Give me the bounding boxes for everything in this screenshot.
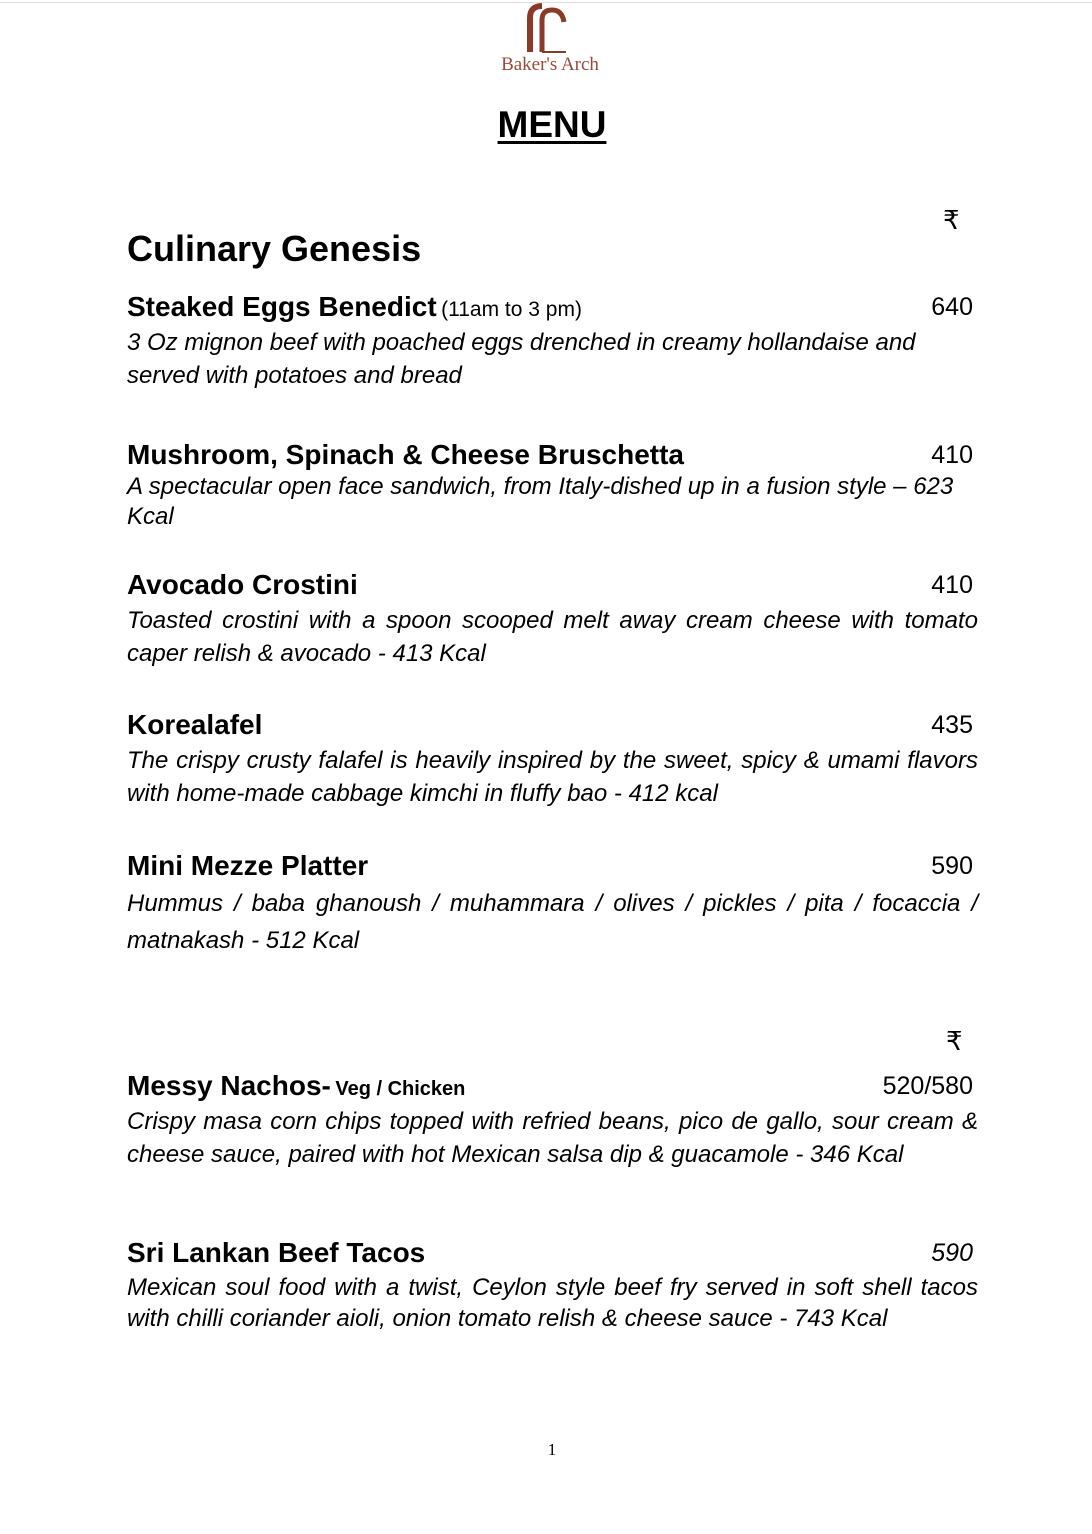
logo-text: Baker's Arch bbox=[501, 54, 599, 75]
item-name: Avocado Crostini bbox=[127, 569, 358, 600]
menu-item bbox=[127, 438, 978, 532]
menu-item bbox=[127, 1069, 978, 1171]
page-title: MENU bbox=[497, 104, 607, 145]
item-description: A spectacular open face sandwich, from Italy-dished up in a fusion style – 623 Kcal bbox=[127, 473, 954, 530]
item-description: The crispy crusty falafel is heavily inspired by the sweet, spicy & umami flavors with home-made cabbage kimchi in fluffy bao - 412 kcal bbox=[127, 747, 978, 807]
item-name: Messy Nachos- bbox=[127, 1070, 331, 1101]
item-price: 435 bbox=[931, 711, 973, 739]
item-name: Steaked Eggs Benedict bbox=[127, 291, 437, 322]
item-description: 3 Oz mignon beef with poached eggs drenched in creamy hollandaise and served with potatoes and bread bbox=[127, 329, 916, 389]
item-price: 410 bbox=[931, 571, 973, 599]
item-name: Sri Lankan Beef Tacos bbox=[127, 1237, 426, 1268]
item-description: Toasted crostini with a spoon scooped melt away cream cheese with tomato caper relish & avocado - 413 Kcal bbox=[127, 607, 978, 667]
item-price: 640 bbox=[931, 293, 973, 321]
item-note: (11am to 3 pm) bbox=[441, 298, 582, 321]
item-price: 590 bbox=[931, 1239, 973, 1267]
item-name: Mushroom, Spinach & Cheese Bruschetta bbox=[127, 439, 685, 470]
bakers-arch-logo bbox=[490, 2, 610, 88]
item-description: Mexican soul food with a twist, Ceylon style beef fry served in soft shell tacos with chilli coriander aioli, onion tomato relish & cheese sauce - 743 Kcal bbox=[127, 1274, 978, 1332]
menu-item bbox=[127, 290, 978, 392]
item-description: Crispy masa corn chips topped with refried beans, pico de gallo, sour cream & cheese sauce, paired with hot Mexican salsa dip & guacamole - 346 Kcal bbox=[127, 1108, 978, 1168]
arch-icon bbox=[490, 2, 610, 58]
item-price: 410 bbox=[931, 441, 973, 469]
currency-header: ₹ bbox=[946, 1026, 963, 1056]
item-price: 590 bbox=[931, 852, 973, 880]
item-price: 520/580 bbox=[882, 1072, 973, 1100]
item-name: Korealafel bbox=[127, 709, 263, 740]
menu-item bbox=[127, 708, 978, 810]
item-description: Hummus / baba ghanoush / muhammara / olives / pickles / pita / focaccia / matnakash - 512 Kcal bbox=[127, 890, 978, 954]
page-number: 1 bbox=[547, 1440, 557, 1459]
menu-item bbox=[127, 849, 978, 959]
currency-header: ₹ bbox=[943, 205, 960, 235]
item-name: Mini Mezze Platter bbox=[127, 850, 369, 881]
section-title: Culinary Genesis bbox=[127, 228, 422, 269]
item-note: Veg / Chicken bbox=[335, 1078, 466, 1100]
menu-item bbox=[127, 1236, 978, 1334]
menu-item bbox=[127, 568, 978, 670]
